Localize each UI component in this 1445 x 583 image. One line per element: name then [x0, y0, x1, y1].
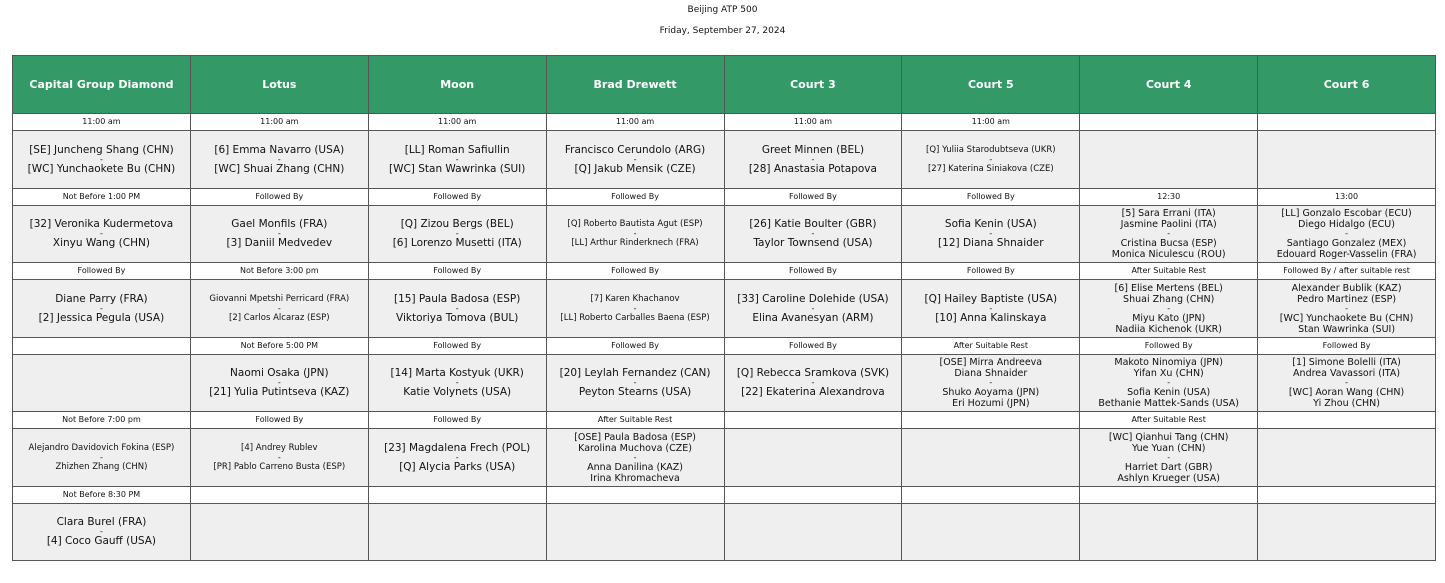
- player-name: Shuko Aoyama (JPN): [942, 387, 1040, 398]
- versus-separator: -: [811, 229, 815, 238]
- player-name: [2] Jessica Pegula (USA): [38, 311, 165, 324]
- start-time-cell: 11:00 am: [190, 114, 368, 131]
- player-name: [Q] Rebecca Sramkova (SVK): [736, 367, 890, 379]
- versus-separator: -: [455, 452, 459, 462]
- versus-separator: -: [1167, 303, 1171, 313]
- match-cell: [368, 429, 546, 487]
- match-cell: [13, 280, 191, 338]
- player-name: Francisco Cerundolo (ARG): [564, 143, 706, 156]
- versus-separator: -: [277, 154, 281, 164]
- player-name: [32] Veronika Kudermetova: [29, 218, 174, 230]
- match-cell: [724, 504, 902, 561]
- versus-separator: -: [811, 303, 815, 313]
- versus-separator: -: [633, 378, 637, 387]
- player-name: Taylor Townsend (USA): [753, 237, 873, 249]
- player-name: Eri Hozumi (JPN): [952, 398, 1030, 409]
- time-row: [13, 338, 1436, 355]
- player-name: Stan Wawrinka (SUI): [1298, 323, 1396, 335]
- player-name: Anna Danilina (KAZ): [587, 461, 683, 473]
- versus-separator: -: [455, 229, 459, 238]
- start-time-cell: Not Before 8:30 PM: [13, 487, 191, 504]
- match-row: [13, 206, 1436, 263]
- match-cell: [902, 206, 1080, 263]
- court-header-court-3: Court 3: [724, 56, 902, 114]
- match-cell: [190, 355, 368, 412]
- player-name: [Q] Zizou Bergs (BEL): [400, 218, 514, 230]
- start-time-cell: 11:00 am: [724, 114, 902, 131]
- player-name: [23] Magdalena Frech (POL): [384, 441, 531, 454]
- player-name: [WC] Yunchaokete Bu (CHN): [27, 162, 176, 175]
- player-name: [1] Simone Bolelli (ITA): [1292, 357, 1401, 368]
- player-name: Karolina Muchova (CZE): [578, 442, 692, 454]
- player-name: Greet Minnen (BEL): [761, 143, 865, 156]
- match-cell: [902, 355, 1080, 412]
- start-time-cell: [724, 487, 902, 504]
- match-cell: [1080, 131, 1258, 189]
- start-time-cell: [190, 487, 368, 504]
- match-cell: [1258, 206, 1436, 263]
- player-name: [7] Karen Khachanov: [590, 293, 680, 304]
- order-of-play-table: [12, 55, 1436, 561]
- match-cell: [902, 504, 1080, 561]
- versus-separator: -: [455, 303, 459, 313]
- match-cell: [1080, 355, 1258, 412]
- player-name: Shuai Zhang (CHN): [1123, 293, 1215, 305]
- player-name: Yifan Xu (CHN): [1133, 368, 1204, 379]
- versus-separator: -: [99, 154, 103, 164]
- player-name: [14] Marta Kostyuk (UKR): [390, 367, 524, 379]
- start-time-cell: Followed By: [368, 338, 546, 355]
- match-cell: [368, 206, 546, 263]
- time-row: [13, 114, 1436, 131]
- court-header-row: [13, 56, 1436, 114]
- player-name: [WC] Qianhui Tang (CHN): [1108, 431, 1229, 443]
- start-time-cell: After Suitable Rest: [546, 412, 724, 429]
- player-name: [21] Yulia Putintseva (KAZ): [209, 386, 350, 398]
- start-time-cell: 11:00 am: [546, 114, 724, 131]
- court-header-court-5: Court 5: [902, 56, 1080, 114]
- start-time-cell: Followed By: [190, 412, 368, 429]
- player-name: [LL] Roman Safiullin: [404, 143, 510, 156]
- match-cell: [1258, 355, 1436, 412]
- match-cell: [190, 280, 368, 338]
- player-name: [SE] Juncheng Shang (CHN): [29, 143, 174, 156]
- player-name: [12] Diana Shnaider: [938, 237, 1044, 249]
- match-cell: [13, 429, 191, 487]
- player-name: [6] Emma Navarro (USA): [214, 143, 345, 156]
- player-name: Santiago Gonzalez (MEX): [1286, 238, 1407, 249]
- versus-separator: -: [277, 303, 281, 313]
- player-name: [WC] Yunchaokete Bu (CHN): [1279, 312, 1414, 324]
- court-header-lotus: Lotus: [190, 56, 368, 114]
- versus-separator: -: [1167, 452, 1171, 462]
- match-row: [13, 355, 1436, 412]
- player-name: Zhizhen Zhang (CHN): [55, 461, 148, 472]
- match-cell: [13, 355, 191, 412]
- match-cell: [368, 280, 546, 338]
- start-time-cell: [1080, 114, 1258, 131]
- player-name: [Q] Alycia Parks (USA): [399, 460, 516, 473]
- player-name: Katie Volynets (USA): [403, 386, 512, 398]
- start-time-cell: Followed By: [368, 189, 546, 206]
- player-name: [LL] Arthur Rinderknech (FRA): [571, 238, 699, 248]
- player-name: Viktoriya Tomova (BUL): [396, 311, 519, 324]
- versus-separator: -: [1345, 303, 1348, 313]
- player-name: Xinyu Wang (CHN): [52, 237, 150, 249]
- versus-separator: -: [811, 378, 815, 387]
- match-cell: [724, 131, 902, 189]
- match-row: [13, 504, 1436, 561]
- start-time-cell: [902, 487, 1080, 504]
- player-name: Naomi Osaka (JPN): [230, 367, 329, 379]
- start-time-cell: [368, 487, 546, 504]
- match-cell: [1258, 131, 1436, 189]
- versus-separator: -: [1167, 229, 1171, 238]
- time-row: [13, 263, 1436, 280]
- player-name: [Q] Roberto Bautista Agut (ESP): [567, 219, 703, 229]
- start-time-cell: [13, 338, 191, 355]
- player-name: Alejandro Davidovich Fokina (ESP): [28, 442, 175, 453]
- start-time-cell: [1258, 412, 1436, 429]
- start-time-cell: Followed By: [1080, 338, 1258, 355]
- player-name: Ashlyn Krueger (USA): [1117, 472, 1221, 484]
- versus-separator: -: [99, 452, 103, 462]
- start-time-cell: Followed By: [546, 263, 724, 280]
- match-cell: [724, 206, 902, 263]
- player-name: Diana Shnaider: [954, 368, 1028, 379]
- player-name: [Q] Jakub Mensik (CZE): [574, 162, 696, 175]
- court-header-court-4: Court 4: [1080, 56, 1258, 114]
- player-name: Diane Parry (FRA): [55, 292, 148, 305]
- player-name: Sofia Kenin (USA): [944, 218, 1037, 230]
- player-name: [4] Andrey Rublev: [241, 442, 318, 453]
- start-time-cell: Followed By: [1258, 338, 1436, 355]
- player-name: [LL] Roberto Carballes Baena (ESP): [560, 312, 710, 323]
- versus-separator: -: [633, 154, 637, 164]
- start-time-cell: [1080, 487, 1258, 504]
- player-name: Pedro Martinez (ESP): [1296, 293, 1397, 305]
- player-name: Makoto Ninomiya (JPN): [1114, 357, 1223, 368]
- schedule-date: Friday, September 27, 2024: [659, 26, 786, 36]
- player-name: [WC] Aoran Wang (CHN): [1288, 387, 1405, 398]
- player-name: Giovanni Mpetshi Perricard (FRA): [209, 293, 350, 304]
- start-time-cell: Followed By: [902, 189, 1080, 206]
- start-time-cell: Not Before 7:00 pm: [13, 412, 191, 429]
- player-name: Clara Burel (FRA): [56, 516, 147, 528]
- versus-separator: -: [1345, 229, 1348, 238]
- start-time-cell: [1258, 487, 1436, 504]
- player-name: [15] Paula Badosa (ESP): [394, 292, 521, 305]
- player-name: [Q] Hailey Baptiste (USA): [924, 292, 1058, 305]
- player-name: [2] Carlos Alcaraz (ESP): [229, 312, 330, 323]
- start-time-cell: Followed By: [368, 263, 546, 280]
- match-row: [13, 429, 1436, 487]
- start-time-cell: 11:00 am: [13, 114, 191, 131]
- player-name: [PR] Pablo Carreno Busta (ESP): [213, 461, 346, 472]
- versus-separator: -: [277, 229, 281, 238]
- match-cell: [724, 355, 902, 412]
- player-name: [3] Daniil Medvedev: [226, 237, 333, 249]
- start-time-cell: Followed By: [13, 263, 191, 280]
- player-name: [27] Katerina Siniakova (CZE): [927, 163, 1054, 174]
- player-name: [10] Anna Kalinskaya: [935, 311, 1047, 324]
- start-time-cell: Followed By: [368, 412, 546, 429]
- player-name: Harriet Dart (GBR): [1124, 461, 1213, 473]
- player-name: [6] Lorenzo Musetti (ITA): [392, 237, 522, 249]
- start-time-cell: Not Before 1:00 PM: [13, 189, 191, 206]
- match-cell: [13, 131, 191, 189]
- player-name: [33] Caroline Dolehide (USA): [737, 292, 889, 305]
- player-name: Peyton Stearns (USA): [578, 386, 692, 398]
- match-cell: [190, 504, 368, 561]
- player-name: Bethanie Mattek-Sands (USA): [1098, 398, 1239, 409]
- player-name: Edouard Roger-Vasselin (FRA): [1276, 249, 1417, 260]
- versus-separator: -: [99, 527, 103, 536]
- match-cell: [724, 280, 902, 338]
- player-name: [20] Leylah Fernandez (CAN): [559, 367, 711, 379]
- match-cell: [546, 429, 724, 487]
- player-name: Gael Monfils (FRA): [231, 218, 328, 230]
- versus-separator: -: [989, 303, 993, 313]
- versus-separator: -: [989, 229, 993, 238]
- player-name: Alexander Bublik (KAZ): [1291, 282, 1402, 294]
- player-name: Jasmine Paolini (ITA): [1120, 219, 1217, 230]
- start-time-cell: [546, 487, 724, 504]
- match-cell: [190, 131, 368, 189]
- time-row: [13, 189, 1436, 206]
- match-cell: [13, 206, 191, 263]
- start-time-cell: Followed By / after suitable rest: [1258, 263, 1436, 280]
- match-cell: [368, 131, 546, 189]
- player-name: Miyu Kato (JPN): [1132, 312, 1206, 324]
- player-name: [6] Elise Mertens (BEL): [1114, 282, 1223, 294]
- player-name: Cristina Bucsa (ESP): [1120, 238, 1217, 249]
- start-time-cell: 12:30: [1080, 189, 1258, 206]
- start-time-cell: Followed By: [724, 338, 902, 355]
- start-time-cell: After Suitable Rest: [1080, 263, 1258, 280]
- time-row: [13, 487, 1436, 504]
- versus-separator: -: [989, 154, 993, 164]
- match-cell: [1080, 429, 1258, 487]
- versus-separator: -: [811, 154, 815, 164]
- match-cell: [1258, 280, 1436, 338]
- match-cell: [902, 131, 1080, 189]
- match-cell: [1080, 504, 1258, 561]
- player-name: [LL] Gonzalo Escobar (ECU): [1281, 208, 1412, 219]
- player-name: Irina Khromacheva: [590, 472, 680, 484]
- versus-separator: -: [989, 378, 993, 387]
- player-name: Monica Niculescu (ROU): [1111, 249, 1226, 260]
- versus-separator: -: [99, 229, 103, 238]
- player-name: [Q] Yuliia Starodubtseva (UKR): [926, 144, 1056, 155]
- player-name: [22] Ekaterina Alexandrova: [741, 386, 885, 398]
- match-cell: [724, 429, 902, 487]
- versus-separator: -: [633, 452, 637, 462]
- player-name: Yue Yuan (CHN): [1131, 442, 1206, 454]
- match-cell: [13, 504, 191, 561]
- start-time-cell: Not Before 3:00 pm: [190, 263, 368, 280]
- match-cell: [902, 429, 1080, 487]
- start-time-cell: Not Before 5:00 PM: [190, 338, 368, 355]
- start-time-cell: Followed By: [546, 189, 724, 206]
- page-title: Beijing ATP 500: [687, 5, 758, 15]
- versus-separator: -: [633, 303, 637, 313]
- player-name: Sofia Kenin (USA): [1127, 387, 1211, 398]
- player-name: Elina Avanesyan (ARM): [752, 311, 874, 324]
- court-header-moon: Moon: [368, 56, 546, 114]
- player-name: Diego Hidalgo (ECU): [1298, 219, 1395, 230]
- court-header-brad-drewett: Brad Drewett: [546, 56, 724, 114]
- match-cell: [1258, 504, 1436, 561]
- start-time-cell: [902, 412, 1080, 429]
- player-name: [4] Coco Gauff (USA): [46, 535, 157, 547]
- versus-separator: -: [277, 452, 281, 462]
- start-time-cell: 13:00: [1258, 189, 1436, 206]
- player-name: [OSE] Paula Badosa (ESP): [574, 431, 696, 443]
- court-header-court-6: Court 6: [1258, 56, 1436, 114]
- match-cell: [1080, 280, 1258, 338]
- start-time-cell: [1258, 114, 1436, 131]
- player-name: Yi Zhou (CHN): [1313, 398, 1380, 409]
- versus-separator: -: [1345, 378, 1348, 387]
- start-time-cell: Followed By: [546, 338, 724, 355]
- versus-separator: -: [277, 378, 281, 387]
- player-name: [28] Anastasia Potapova: [748, 162, 877, 175]
- match-cell: [1258, 429, 1436, 487]
- match-cell: [546, 131, 724, 189]
- versus-separator: -: [633, 229, 637, 238]
- start-time-cell: Followed By: [190, 189, 368, 206]
- time-row: [13, 412, 1436, 429]
- start-time-cell: After Suitable Rest: [1080, 412, 1258, 429]
- match-cell: [1080, 206, 1258, 263]
- player-name: [OSE] Mirra Andreeva: [939, 357, 1043, 368]
- start-time-cell: Followed By: [724, 263, 902, 280]
- start-time-cell: 11:00 am: [902, 114, 1080, 131]
- start-time-cell: Followed By: [902, 263, 1080, 280]
- player-name: [26] Katie Boulter (GBR): [749, 218, 877, 230]
- match-cell: [190, 429, 368, 487]
- versus-separator: -: [455, 378, 459, 387]
- start-time-cell: 11:00 am: [368, 114, 546, 131]
- player-name: [WC] Shuai Zhang (CHN): [214, 162, 345, 175]
- match-cell: [546, 280, 724, 338]
- versus-separator: -: [455, 154, 459, 164]
- versus-separator: -: [1167, 378, 1171, 387]
- player-name: Andrea Vavassori (ITA): [1293, 368, 1401, 379]
- match-cell: [902, 280, 1080, 338]
- start-time-cell: Followed By: [724, 189, 902, 206]
- versus-separator: -: [99, 303, 103, 313]
- player-name: [WC] Stan Wawrinka (SUI): [388, 162, 526, 175]
- court-header-capital-group-diamond: Capital Group Diamond: [13, 56, 191, 114]
- match-cell: [368, 504, 546, 561]
- player-name: [5] Sara Errani (ITA): [1121, 208, 1216, 219]
- match-cell: [190, 206, 368, 263]
- match-cell: [368, 355, 546, 412]
- player-name: Nadiia Kichenok (UKR): [1115, 323, 1222, 335]
- match-cell: [546, 504, 724, 561]
- match-row: [13, 280, 1436, 338]
- start-time-cell: [724, 412, 902, 429]
- match-row: [13, 131, 1436, 189]
- start-time-cell: After Suitable Rest: [902, 338, 1080, 355]
- match-cell: [546, 206, 724, 263]
- match-cell: [546, 355, 724, 412]
